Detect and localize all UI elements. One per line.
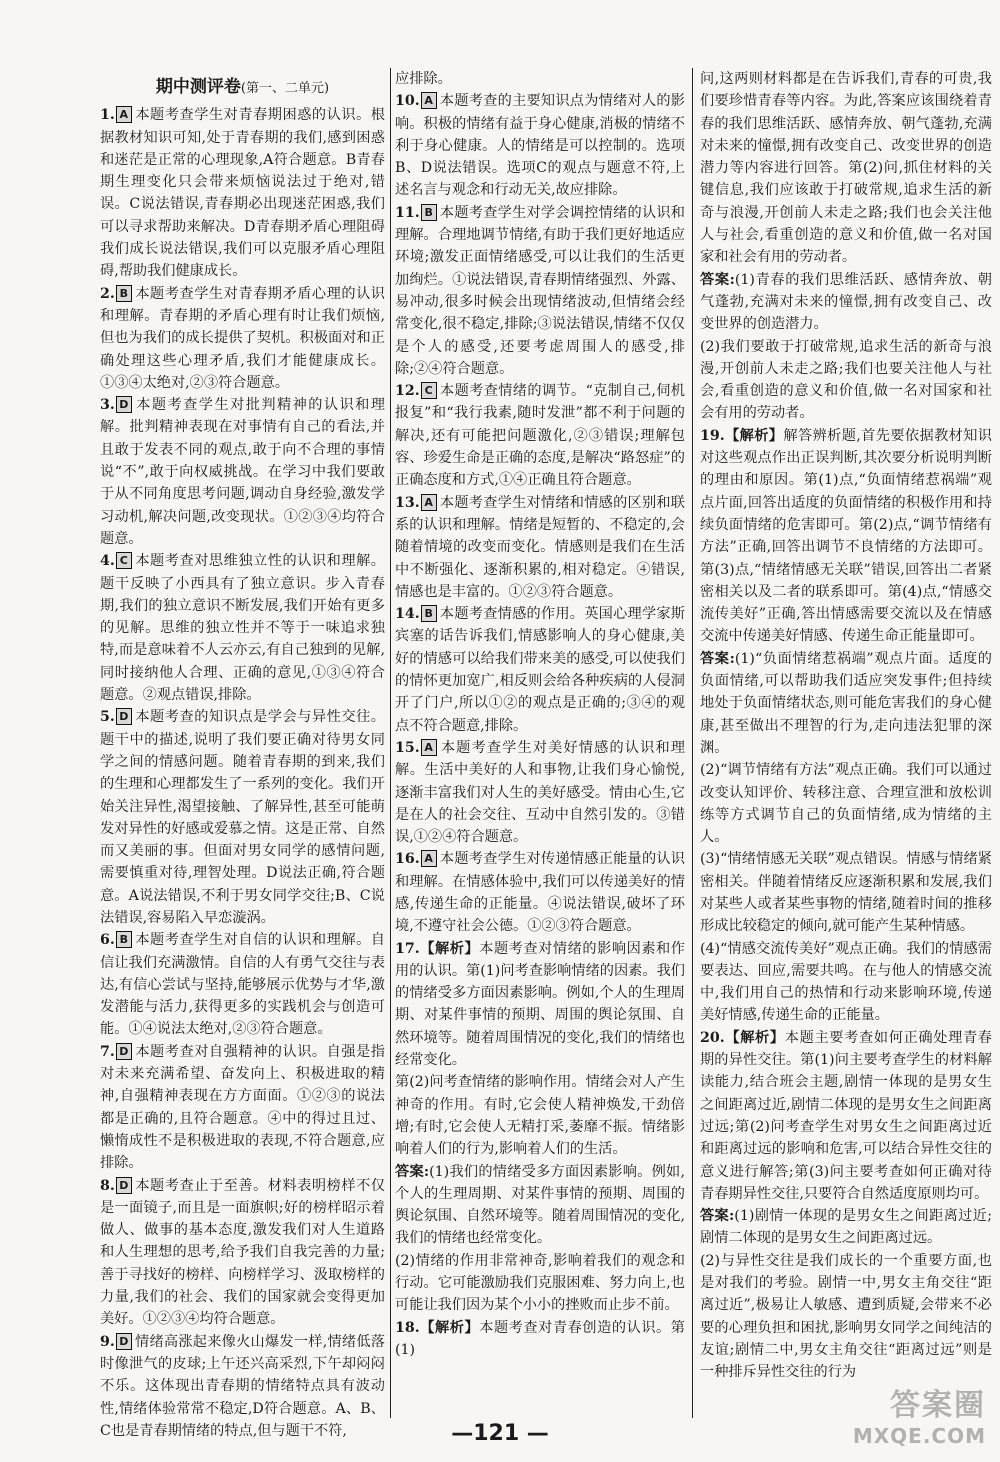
answer-item: [700, 1205, 992, 1250]
answer-letter-box: D: [116, 396, 132, 413]
answer-letter-box: D: [116, 1043, 132, 1060]
answer-text: 解答辨析题,首先要依据教材知识对这些观点作出正误判断,其次要分析说明判断的理由和原因。第(1)点,“负面情绪惹祸端”观点片面,回答出适度的负面情绪的积极作用和持续负面情绪的危害即可。第(2)点,“调节情绪有方法”正确,回答出调节不良情绪的方法即可。第(3)点,“情绪情感无关联”错误,回答出二者紧密相关以及二者的联系即可。第(4)点,“情感交流传美好”正确,答出情感需要交流以及在情感交流中传递美好情感、传递生命正能量即可。: [700, 427, 992, 645]
answer-text: 应排除。: [395, 71, 452, 87]
answer-text: (2)与异性交往是我们成长的一个重要方面,也是对我们的考验。剧情一中,男女主角交往“距离过近”,极易让人敏感、遭到质疑,会带来不必要的心理负担和困扰,影响男女同学之间纯洁的友谊;剧情二中,男女主角交往“距离过远”则是一种排斥异性交往的行为: [700, 1252, 992, 1381]
answer-text: 本题考查情感的作用。英国心理学家斯宾塞的话告诉我们,情感影响人的身心健康,美好的情感可以给我们带来美的感受,可以使我们的情怀更加宽广,相反则会给各种疾病的人侵洞开了门户,所以①②的观点是正确的;③④的观点不符合题意,排除。: [395, 606, 685, 734]
answer-tag: 答案:: [700, 271, 735, 288]
answer-letter-box: A: [116, 106, 132, 123]
answer-item: [395, 737, 685, 848]
answer-text: (1)剧情一体现的是男女生之间距离过近;剧情二体现的是男女生之间距离过远。: [700, 1208, 992, 1247]
answer-item: [700, 938, 992, 1027]
answer-text: 本题考查止于至善。材料表明榜样不仅是一面镜子,而且是一面旗帜;好的榜样昭示着做人、做事的基本态度,激发我们对人生道路和人生理想的思考,给予我们自我完善的力量;善于寻找好的榜样、向榜样学习、汲取榜样的力量,我们的社会、我们的国家就会变得更加美好。①②③④均符合题意。: [100, 1177, 385, 1328]
question-number: 16.: [395, 851, 420, 868]
answer-item: [100, 394, 385, 550]
answer-item: [100, 283, 385, 394]
answer-letter-box: B: [116, 931, 132, 948]
answer-letter-box: D: [116, 1177, 132, 1194]
question-number: 6.: [100, 932, 115, 949]
answer-item: [395, 1250, 685, 1317]
question-number: 14.: [395, 606, 420, 623]
answer-text: (1)青春的我们思维活跃、感情奔放、朝气蓬勃,充满对未来的憧憬,拥有改变自己、改变世界的创造潜力。: [700, 271, 992, 333]
question-number: 9.: [100, 1333, 115, 1350]
answer-letter-box: B: [116, 285, 132, 302]
question-number: 7.: [100, 1043, 115, 1060]
answer-item: [395, 90, 685, 201]
answer-text: (3)“情绪情感无关联”观点错误。情感与情绪紧密相关。伴随着情绪反应逐渐积累和发展,我们对某些人或者某些事物的情绪,随着时间的推移形成比较稳定的倾向,就可能产生某种情感。: [700, 851, 992, 935]
answer-text: 本题考查对青春创造的认识。第(1): [395, 1319, 685, 1358]
answer-text: 本题考查的主要知识点为情绪对人的影响。积极的情绪有益于身心健康,消极的情绪不利于身心健康。人的情绪是可以控制的。选项B、D说法错误。选项C的观点与题意不符,上述名言与观念和行动无关,故应排除。: [395, 93, 685, 199]
answer-item: [700, 425, 992, 648]
answer-item: [395, 1161, 685, 1250]
column-left: [100, 68, 385, 1439]
answer-letter-box: D: [116, 708, 132, 725]
answer-text: (2)“调节情绪有方法”观点正确。我们可以通过改变认知评价、转移注意、合理宣泄和放松训练等方式调节自己的负面情绪,成为情绪的主人。: [700, 762, 992, 846]
answer-letter-box: D: [116, 1333, 132, 1350]
answer-tag: 【解析】: [419, 1319, 480, 1336]
answer-item: [100, 706, 385, 929]
answer-text: 本题考查学生对美好情感的认识和理解。生活中美好的人和事物,让我们身心愉悦,逐渐丰富我们对人生的美好感受。情由心生,它是在人的社会交往、互动中自然引发的。③错误,①②④符合题意。: [395, 739, 685, 846]
answer-item: [100, 104, 385, 282]
answer-text: 第(2)问考查情绪的影响作用。情绪会对人产生神奇的作用。有时,它会使人精神焕发,干劲倍增;有时,它会使人无精打采,萎靡不振。情绪影响着人们的行为,影响着人们的生活。: [395, 1074, 685, 1158]
answer-text: (4)“情感交流传美好”观点正确。我们的情感需要表达、回应,需要共鸣。在与他人的情感交流中,我们用自己的热情和行动来影响环境,传递美好情感,传递生命的正能量。: [700, 940, 992, 1024]
answer-text: 本题考查学生对自信的认识和理解。自信让我们充满激情。自信的人有勇气交往与表达,有信心尝试与坚持,能够展示优势与才华,激发潜能与活力,获得更多的实践机会与创造可能。①④说法太绝对,②③符合题意。: [100, 932, 385, 1038]
question-number: 12.: [395, 383, 420, 400]
column-middle: [395, 68, 685, 1418]
column-divider: [390, 68, 391, 1418]
title-subtitle: (第一、二单元): [240, 81, 330, 96]
answer-text: 本题考查对情绪的影响因素和作用的认识。第(1)问考查影响情绪的因素。我们的情绪受多方面因素影响。例如,个人的生理周期、对某件事情的预期、周围的舆论氛围、自然环境等。随着周围情况的变化,我们的情绪也经常变化。: [395, 940, 685, 1069]
question-number: 19.: [700, 427, 725, 444]
watermark: [853, 1380, 986, 1448]
page-title: 期中测评卷(第一、二单元): [155, 77, 330, 97]
answer-letter-box: A: [421, 92, 437, 109]
answer-text: (2)情绪的作用非常神奇,影响着我们的观念和行动。它可能激励我们克服困难、努力向上,也可能让我们因为某个小小的挫败而止步不前。: [395, 1252, 685, 1314]
answer-letter-box: A: [421, 850, 437, 867]
question-number: 10.: [395, 93, 420, 110]
answer-item: [700, 68, 992, 269]
answer-item: [395, 848, 685, 937]
answer-item: [395, 938, 685, 1072]
answer-item: [100, 550, 385, 706]
column-right: [700, 68, 992, 1418]
answer-letter-box: C: [116, 552, 132, 569]
answer-item: [100, 1041, 385, 1175]
answer-item: [700, 1027, 992, 1205]
answer-text: 本题考查学生对学会调控情绪的认识和理解。合理地调节情绪,有助于我们更好地适应环境;激发正面情绪感受,可以让我们的生活更加绚烂。①说法错误,青春期情绪强烈、外露、易冲动,很多时候会出现情绪波动,但情绪会经常变化,很不稳定,排除;③说法错误,情绪不仅仅是个人的感受,还要考虑周围人的感受,排除;②④符合题意。: [395, 204, 685, 377]
answer-letter-box: A: [421, 494, 437, 511]
question-number: 15.: [395, 739, 420, 756]
answer-text: 本题考查的知识点是学会与异性交往。题干中的描述,说明了我们要正确对待男女同学之间的情感问题。随着青春期的到来,我们的生理和心理都发生了一系列的变化。我们开始关注异性,渴望接触、了解异性,甚至可能萌发对异性的好感或爱慕之情。这是正常、自然而又美丽的事。但面对男女同学的感情问题,需要慎重对待,理智处理。D说法正确,符合题意。A说法错误,不利于男女同学交往;B、C说法错误,容易陷入早恋漩涡。: [100, 709, 385, 926]
answer-item: [700, 1250, 992, 1384]
question-number: 8.: [100, 1177, 115, 1194]
answer-item: [100, 929, 385, 1040]
answer-item: [395, 1317, 685, 1362]
answer-text: 本题考查学生对青春期矛盾心理的认识和理解。青春期的矛盾心理有时让我们烦恼,但也为我们的成长提供了契机。积极面对和正确处理这些心理矛盾,我们才能健康成长。①③④太绝对,②③符合题意。: [100, 285, 385, 391]
answer-item: [700, 269, 992, 336]
question-number: 17.: [395, 940, 420, 957]
answer-item: [100, 1175, 385, 1331]
answer-text: 本题考查情绪的调节。“克制自己,伺机报复”和“我行我素,随时发泄”都不利于问题的解决,还有可能把问题激化,②③错误;理解包容、珍爱生命是正确的态度,是解决“路怒症”的正确态度和方式,①④正确且符合题意。: [395, 383, 685, 489]
answer-tag: 答案:: [700, 650, 735, 667]
answer-text: 本题主要考查如何正确处理青春期的异性交往。第(1)问主要考查学生的材料解读能力,结合班会主题,剧情一体现的是男女生之间距离过近,剧情二体现的是男女生之间距离过远;第(2)问考查学生对男女生之间距离过近和距离过远的影响和危害,可以结合异性交往的意义进行解答;第(3)问主要考查如何正确对待青春期异性交往,只要符合自然适度原则均可。: [700, 1029, 992, 1202]
question-number: 3.: [100, 397, 115, 414]
question-number: 18.: [395, 1319, 420, 1336]
column-divider: [692, 68, 693, 1418]
question-number: 13.: [395, 494, 420, 511]
watermark-logo: 答案圈: [890, 1388, 986, 1423]
question-number: 5.: [100, 709, 115, 726]
answer-item: [395, 1071, 685, 1160]
question-number: 1.: [100, 107, 115, 124]
answer-item: [700, 648, 992, 759]
answer-item: [395, 380, 685, 491]
answer-item: [395, 68, 685, 90]
answer-item: [395, 492, 685, 603]
answer-text: 情绪高涨起来像火山爆发一样,情绪低落时像泄气的皮球;上午还兴高采烈,下午却闷闷不乐。这体现出青春期的情绪特点具有波动性,情绪体验常常不稳定,D符合题意。A、B、C也是青春期情绪的特点,但与题干不符,: [100, 1333, 385, 1439]
answer-item: [700, 336, 992, 425]
answer-text: 本题考查对自强精神的认识。自强是指对未来充满希望、奋发向上、积极进取的精神,自强精神表现在方方面面。①②③的说法都是正确的,且符合题意。④中的得过且过、懒惰成性不是积极进取的表现,不符合题意,应排除。: [100, 1043, 385, 1172]
answer-tag: 【解析】: [724, 427, 784, 444]
answer-text: 本题考查对思维独立性的认识和理解。题干反映了小西具有了独立意识。步入青春期,我们的独立意识不断发展,我们开始有更多的见解。思维的独立性并不等于一味追求独特,而是意味着不人云亦云,有自己独到的见解,同时接纳他人合理、正确的意见,①③④符合题意。②观点错误,排除。: [100, 553, 385, 704]
answer-item: [700, 759, 992, 848]
answer-tag: 答案:: [700, 1208, 735, 1225]
question-number: 20.: [700, 1029, 725, 1046]
answer-letter-box: B: [421, 605, 437, 622]
answer-letter-box: C: [421, 382, 437, 399]
answer-item: [395, 202, 685, 380]
answer-text: (2)我们要敢于打破常规,追求生活的新奇与浪漫,开创前人未走之路;我们也要关注他人与社会,看重创造的意义和价值,做一名对国家和社会有用的劳动者。: [700, 338, 992, 422]
answer-tag: 【解析】: [724, 1029, 785, 1046]
answer-text: 本题考查学生对青春期困惑的认识。根据教材知识可知,处于青春期的我们,感到困惑和迷茫是正常的心理现象,A符合题意。B青春期生理变化只会带来烦恼说法过于绝对,错误。C说法错误,青春期必出现迷茫困惑,我们可以寻求帮助来解决。D青春期矛盾心理阻碍我们成长说法错误,我们可以克服矛盾心理阻碍,帮助我们健康成长。: [100, 107, 385, 280]
answer-text: 本题考查学生对情绪和情感的区别和联系的认识和理解。情绪是短暂的、不稳定的,会随着情境的改变而变化。情感则是我们在生活中不断强化、逐渐积累的,相对稳定。④错误,情感也是丰富的。①②③符合题意。: [395, 494, 685, 600]
answer-text: 问,这两则材料都是在告诉我们,青春的可贵,我们要珍惜青春等内容。为此,答案应该围绕着青春的我们思维活跃、感情奔放、朝气蓬勃,充满对未来的憧憬,拥有改变自己、改变世界的创造潜力等内容进行回答。第(2)问,抓住材料的关键信息,我们应该敢于打破常规,追求生活的新奇与浪漫,开创前人未走之路;我们也会关注他人与社会,看重创造的意义和价值,做一名对国家和社会有用的劳动者。: [700, 71, 992, 266]
answer-tag: 【解析】: [419, 940, 480, 957]
answer-letter-box: A: [421, 739, 437, 756]
answer-text: (1)“负面情绪惹祸端”观点片面。适度的负面情绪,可以帮助我们适应突发事件;但持续地处于负面情绪状态,则可能危害我们的身心健康,甚至做出不理智的行为,走向违法犯罪的深渊。: [700, 650, 992, 756]
answer-letter-box: B: [421, 204, 437, 221]
question-number: 11.: [395, 204, 420, 221]
answer-text: 本题考查学生对批判精神的认识和理解。批判精神表现在对事情有自己的看法,并且敢于发表不同的观点,敢于向不合理的事情说“不”,敢于向权威挑战。在学习中我们要敢于从不同角度思考问题,调动自身经验,激发学习动机,解决问题,改变现状。①②③④均符合题意。: [100, 397, 385, 547]
answer-text: 本题考查学生对传递情感正能量的认识和理解。在情感体验中,我们可以传递美好的情感,传递生命的正能量。④说法错误,破坏了环境,不遵守社会公德。①②③符合题意。: [395, 851, 685, 935]
answer-item: [395, 603, 685, 737]
page-number: —121 —: [451, 1421, 549, 1446]
answer-text: (1)我们的情绪受多方面因素影响。例如,个人的生理周期、对某件事情的预期、周围的舆论氛围、自然环境等。随着周围情况的变化,我们的情绪也经常变化。: [395, 1163, 685, 1247]
answer-tag: 答案:: [395, 1163, 430, 1180]
answer-item: [700, 848, 992, 937]
question-number: 4.: [100, 553, 115, 570]
question-number: 2.: [100, 285, 115, 302]
watermark-url: MXQE.COM: [852, 1424, 986, 1448]
